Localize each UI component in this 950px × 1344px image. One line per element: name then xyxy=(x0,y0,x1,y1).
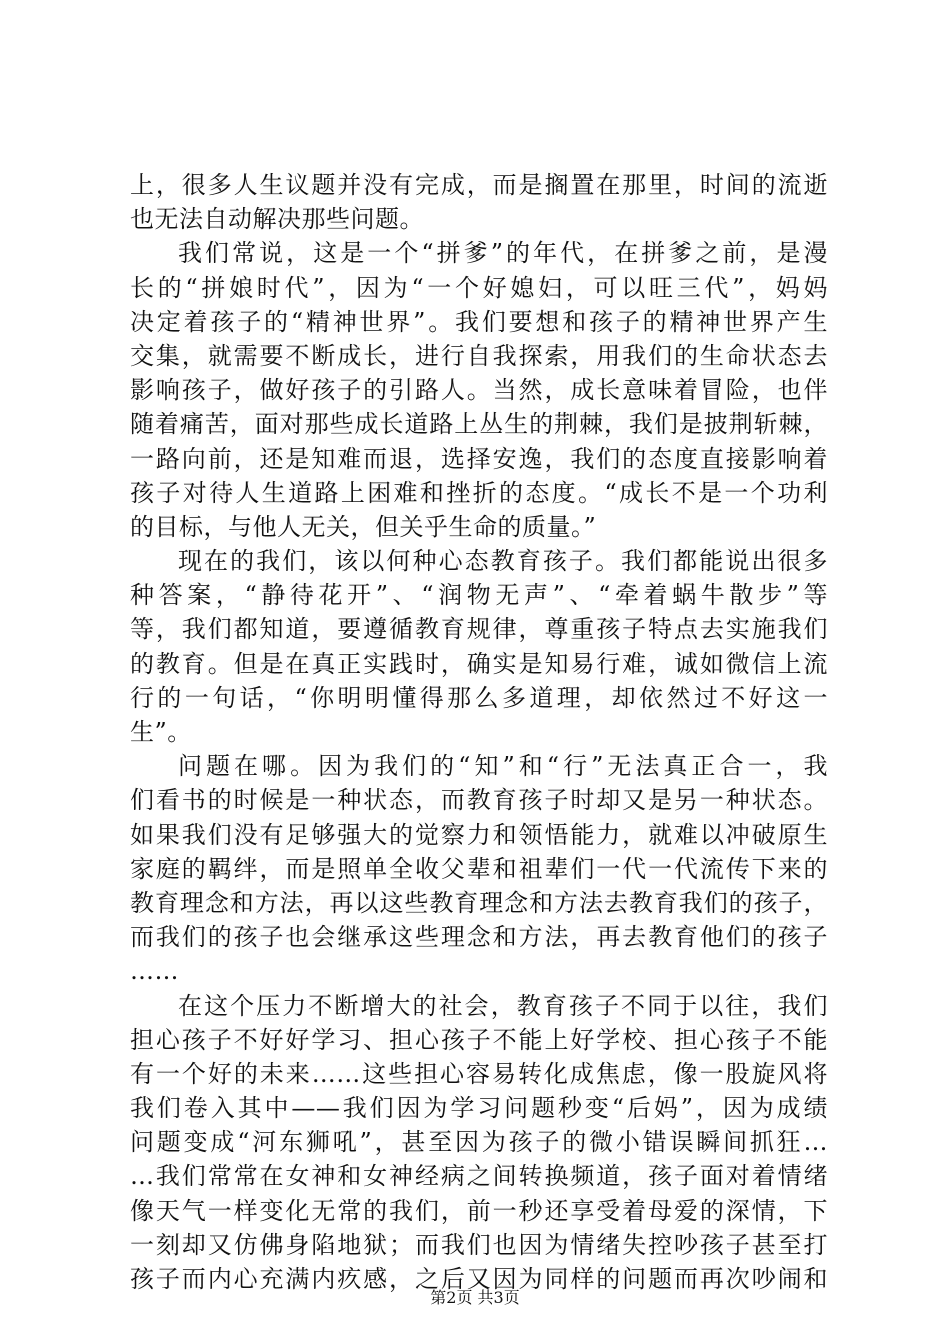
text-line: 等，我们都知道，要遵循教育规律，尊重孩子特点去实施我们 xyxy=(130,615,828,644)
text-line: 孩子而内心充满内疚感，之后又因为同样的问题而再次吵闹和 xyxy=(130,1265,828,1293)
text-line: 的目标，与他人无关，但关乎生命的质量。” xyxy=(130,512,597,541)
document-body xyxy=(130,168,828,1296)
text-line: 长的“拼娘时代”，因为“一个好媳妇，可以旺三代”，妈妈 xyxy=(130,273,828,302)
text-line: 教育理念和方法，再以这些教育理念和方法去教育我们的孩子， xyxy=(130,888,828,917)
text-line: 种答案，“静待花开”、“润物无声”、“牵着蜗牛散步”等 xyxy=(130,581,828,610)
text-line: 而我们的孩子也会继承这些理念和方法，再去教育他们的孩子 xyxy=(130,923,828,952)
text-line: 上，很多人生议题并没有完成，而是搁置在那里，时间的流逝 xyxy=(130,171,828,199)
text-line: 也无法自动解决那些问题。 xyxy=(130,205,424,234)
text-line: 在这个压力不断增大的社会，教育孩子不同于以往，我们 xyxy=(178,991,828,1020)
text-line: 交集，就需要不断成长，进行自我探索，用我们的生命状态去 xyxy=(130,341,828,370)
text-line: 行的一句话，“你明明懂得那么多道理，却依然过不好这一 xyxy=(130,683,828,712)
text-line: 现在的我们，该以何种心态教育孩子。我们都能说出很多 xyxy=(178,547,828,576)
text-line: 我们卷入其中——我们因为学习问题秒变“后妈”，因为成绩 xyxy=(130,1094,828,1123)
page-footer: 第2页 共3页 xyxy=(430,1288,520,1307)
text-line: 们看书的时候是一种状态，而教育孩子时却又是另一种状态。 xyxy=(130,786,828,815)
text-line: 决定着孩子的“精神世界”。我们要想和孩子的精神世界产生 xyxy=(130,307,828,336)
text-line: 孩子对待人生道路上困难和挫折的态度。“成长不是一个功利 xyxy=(130,478,828,507)
text-line: 家庭的羁绊，而是照单全收父辈和祖辈们一代一代流传下来的 xyxy=(130,854,828,883)
text-line: 随着痛苦，面对那些成长道路上丛生的荆棘，我们是披荆斩棘， xyxy=(130,410,828,439)
text-line: 有一个好的未来……这些担心容易转化成焦虑，像一股旋风将 xyxy=(130,1059,828,1088)
text-line: 问题变成“河东狮吼”，甚至因为孩子的微小错误瞬间抓狂… xyxy=(130,1128,828,1157)
text-line: 生”。 xyxy=(130,718,192,746)
text-line: 像天气一样变化无常的我们，前一秒还享受着母爱的深情，下 xyxy=(130,1196,828,1225)
text-line: 一刻却又仿佛身陷地狱；而我们也因为情绪失控吵孩子甚至打 xyxy=(130,1230,828,1259)
text-line: 问题在哪。因为我们的“知”和“行”无法真正合一，我 xyxy=(178,752,828,781)
text-line: …我们常常在女神和女神经病之间转换频道，孩子面对着情绪 xyxy=(130,1162,828,1191)
text-line: 的教育。但是在真正实践时，确实是知易行难，诚如微信上流 xyxy=(130,649,828,678)
text-line: 我们常说，这是一个“拼爹”的年代，在拼爹之前，是漫 xyxy=(178,239,828,268)
text-line: 一路向前，还是知难而退，选择安逸，我们的态度直接影响着 xyxy=(130,444,828,473)
text-line: 如果我们没有足够强大的觉察力和领悟能力，就难以冲破原生 xyxy=(130,820,828,849)
text-line: …… xyxy=(130,957,179,986)
text-line: 担心孩子不好好学习、担心孩子不能上好学校、担心孩子不能 xyxy=(130,1025,828,1054)
text-line: 影响孩子，做好孩子的引路人。当然，成长意味着冒险，也伴 xyxy=(130,376,828,405)
